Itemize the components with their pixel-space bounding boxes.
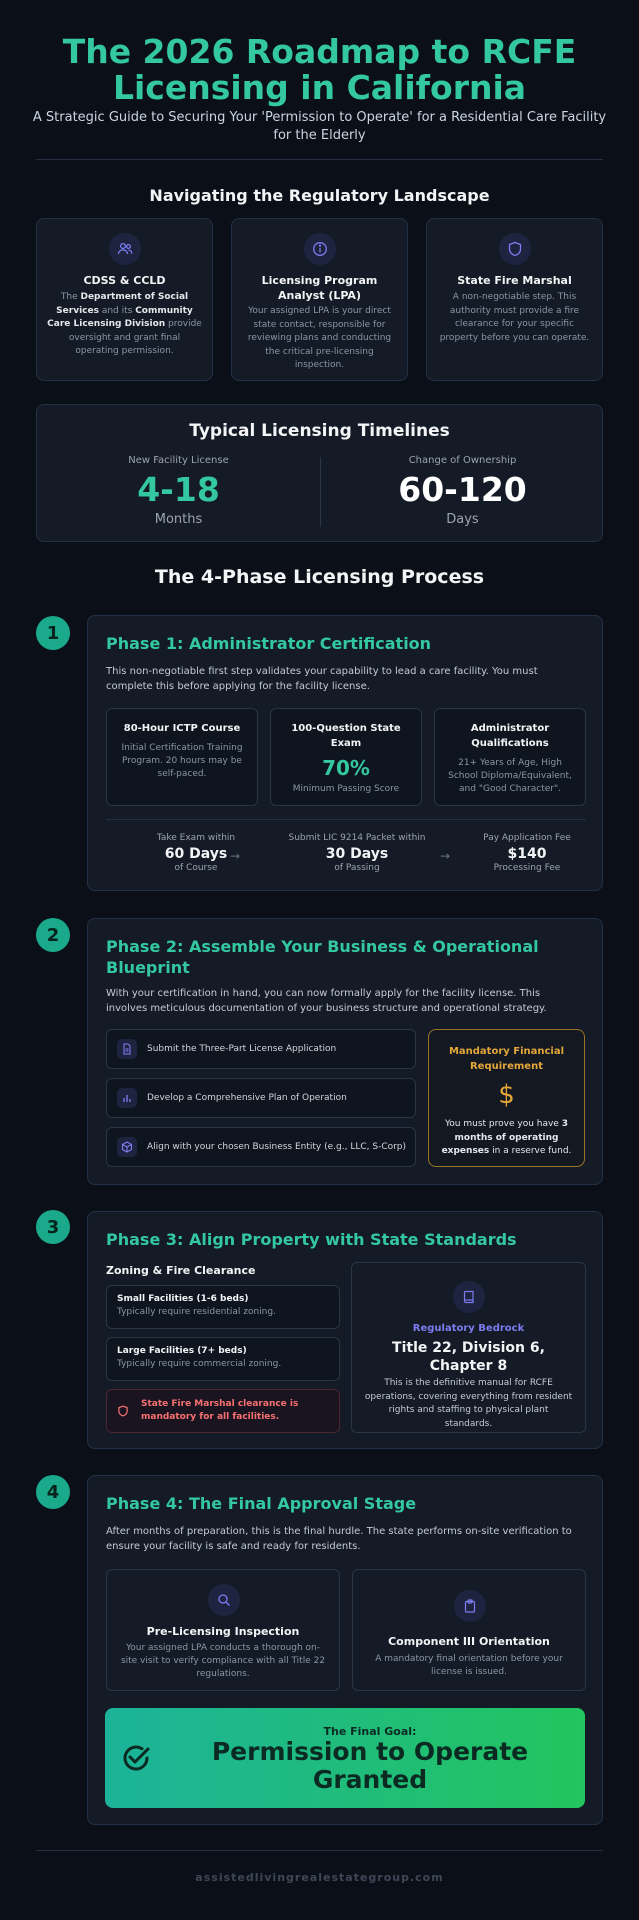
task-business-entity (106, 1127, 416, 1167)
task-plan-of-operation (106, 1078, 416, 1118)
bedrock-title: Title 22, Division 6, Chapter 8 (392, 1340, 545, 1374)
card-title: Pre-Licensing Inspection (146, 1625, 300, 1638)
document-icon (117, 1039, 137, 1059)
zone-text: Typically require commercial zoning. (117, 1359, 282, 1369)
phase-3-card (87, 1211, 603, 1449)
card-text: Initial Certification Training Program. 20 hours may be self-paced. (121, 743, 243, 779)
steps-divider (106, 819, 586, 820)
fire-alert-text: State Fire Marshal clearance is mandatory for all facilities. (141, 1399, 299, 1422)
phase-description: This non-negotiable first step validates your capability to lead a care facility. You must complete this before applying for the facility license. (106, 666, 538, 692)
timeline-unit: Days (446, 512, 479, 527)
agency-title: CDSS & CCLD (83, 274, 166, 287)
agency-card-cdss (36, 218, 213, 381)
goal-label: The Final Goal: (323, 1725, 417, 1738)
step-take-exam (121, 833, 271, 873)
task-license-application (106, 1029, 416, 1069)
fire-clearance-alert (106, 1389, 340, 1433)
phase-number-badge: 2 (36, 918, 70, 952)
page-subtitle: A Strategic Guide to Securing Your 'Permission to Operate' for a Residential Care Facility for the Elderly (32, 110, 607, 143)
step-label: Submit LIC 9214 Packet within (288, 833, 426, 843)
shield-icon (499, 233, 531, 265)
check-circle-icon (121, 1743, 151, 1777)
landscape-heading: Navigating the Regulatory Landscape (149, 186, 490, 205)
search-icon (208, 1584, 240, 1616)
bedrock-label: Regulatory Bedrock (412, 1323, 525, 1334)
footer-divider (36, 1850, 603, 1851)
ictp-course-card (106, 708, 258, 806)
users-icon (109, 233, 141, 265)
phase-title: Phase 4: The Final Approval Stage (106, 1494, 417, 1513)
card-text: 21+ Years of Age, High School Diploma/Equivalent, and "Good Character". (448, 758, 572, 794)
task-label: Align with your chosen Business Entity (e.g., LLC, S-Corp) (147, 1142, 407, 1152)
card-text: Minimum Passing Score (292, 784, 400, 794)
agency-card-fire-marshal (426, 218, 603, 381)
header-divider (36, 159, 603, 160)
state-exam-card (270, 708, 422, 806)
timeline-value: 60-120 (398, 470, 527, 509)
card-title: 100-Question State Exam (291, 723, 401, 749)
timeline-change-of-ownership (321, 455, 604, 527)
step-value: 60 Days (164, 846, 228, 862)
zone-title: Small Facilities (1-6 beds) (117, 1294, 249, 1304)
bedrock-text: This is the definitive manual for RCFE operations, covering everything from resident rights and staffing to physical plant standards. (364, 1378, 573, 1429)
zone-large-facilities (106, 1337, 340, 1381)
card-title: Component III Orientation (388, 1635, 550, 1648)
financial-requirement-card (428, 1029, 585, 1167)
timelines-heading: Typical Licensing Timelines (189, 421, 450, 441)
pre-licensing-inspection-card (106, 1569, 340, 1691)
goal-title: Permission to Operate Granted (211, 1737, 529, 1794)
agency-description: The Department of Social Services and its Community Care Licensing Division provide oversight and grant final operating permission. (47, 292, 202, 356)
timeline-value: 4-18 (137, 470, 220, 509)
timeline-label: New Facility License (128, 455, 229, 466)
zone-small-facilities (106, 1285, 340, 1329)
final-goal-banner (105, 1708, 585, 1808)
info-icon (304, 233, 336, 265)
step-sub: of Passing (334, 863, 380, 873)
book-icon (453, 1281, 485, 1313)
step-sub: of Course (174, 863, 218, 873)
zoning-heading: Zoning & Fire Clearance (106, 1264, 256, 1277)
agency-title: Licensing Program Analyst (LPA) (261, 274, 378, 302)
task-label: Submit the Three-Part License Application (147, 1044, 337, 1054)
footer-website: assistedlivingrealestategroup.com (195, 1871, 444, 1884)
phase-description: With your certification in hand, you can now formally apply for the facility license. This involves meticulous documentation of your business structure and operational strategy. (106, 988, 547, 1014)
agency-title: State Fire Marshal (457, 274, 572, 287)
phase-title: Phase 3: Align Property with State Standards (106, 1230, 517, 1249)
step-sub: Processing Fee (493, 863, 561, 873)
arrow-right-icon: → (440, 849, 451, 863)
finance-text: You must prove you have 3 months of operating expenses in a reserve fund. (441, 1119, 572, 1156)
zone-title: Large Facilities (7+ beds) (117, 1346, 247, 1356)
phase-number-badge: 3 (36, 1210, 70, 1244)
process-heading: The 4-Phase Licensing Process (154, 566, 485, 588)
shield-icon (117, 1402, 135, 1421)
clipboard-icon (454, 1590, 486, 1622)
step-label: Pay Application Fee (483, 833, 571, 843)
zone-text: Typically require residential zoning. (117, 1307, 276, 1317)
card-title: 80-Hour ICTP Course (123, 723, 241, 734)
timeline-new-facility (37, 455, 320, 527)
regulatory-bedrock-card (351, 1262, 586, 1433)
card-title: Administrator Qualifications (470, 723, 550, 749)
step-pay-fee (452, 833, 602, 873)
step-label: Take Exam within (156, 833, 236, 843)
phase-number-badge: 4 (36, 1475, 70, 1509)
card-text: Your assigned LPA conducts a thorough on-site visit to verify compliance with all Title 22 regulations. (120, 1643, 326, 1679)
cube-icon (117, 1137, 137, 1157)
phase-description: After months of preparation, this is the final hurdle. The state performs on-site verification to ensure your facility is safe and ready for residents. (106, 1526, 572, 1552)
phase-title: Phase 2: Assemble Your Business & Operational Blueprint (106, 937, 539, 977)
bar-chart-icon (117, 1088, 137, 1108)
phase-number-badge: 1 (36, 616, 70, 650)
step-submit-packet (264, 833, 450, 873)
timeline-label: Change of Ownership (408, 455, 517, 466)
page-title: The 2026 Roadmap to RCFE Licensing in California (62, 32, 577, 107)
dollar-sign-icon: $ (498, 1080, 515, 1110)
arrow-right-icon: → (230, 849, 241, 863)
agency-description: Your assigned LPA is your direct state contact, responsible for reviewing plans and conducting the critical pre-licensing inspection. (247, 306, 392, 370)
phase-title: Phase 1: Administrator Certification (106, 634, 432, 653)
agency-card-lpa (231, 218, 408, 381)
step-value: $140 (507, 846, 547, 862)
administrator-qualifications-card (434, 708, 586, 806)
step-value: 30 Days (325, 846, 389, 862)
card-text: A mandatory final orientation before your license is issued. (375, 1654, 563, 1677)
timeline-unit: Months (154, 512, 203, 527)
timelines-card (36, 404, 603, 542)
finance-title: Mandatory Financial Requirement (448, 1046, 565, 1072)
passing-score-value: 70% (322, 756, 370, 780)
task-label: Develop a Comprehensive Plan of Operation (147, 1093, 347, 1103)
component-iii-orientation-card (352, 1569, 586, 1691)
agency-description: A non-negotiable step. This authority must provide a fire clearance for your specific property before you can operate. (439, 292, 590, 343)
